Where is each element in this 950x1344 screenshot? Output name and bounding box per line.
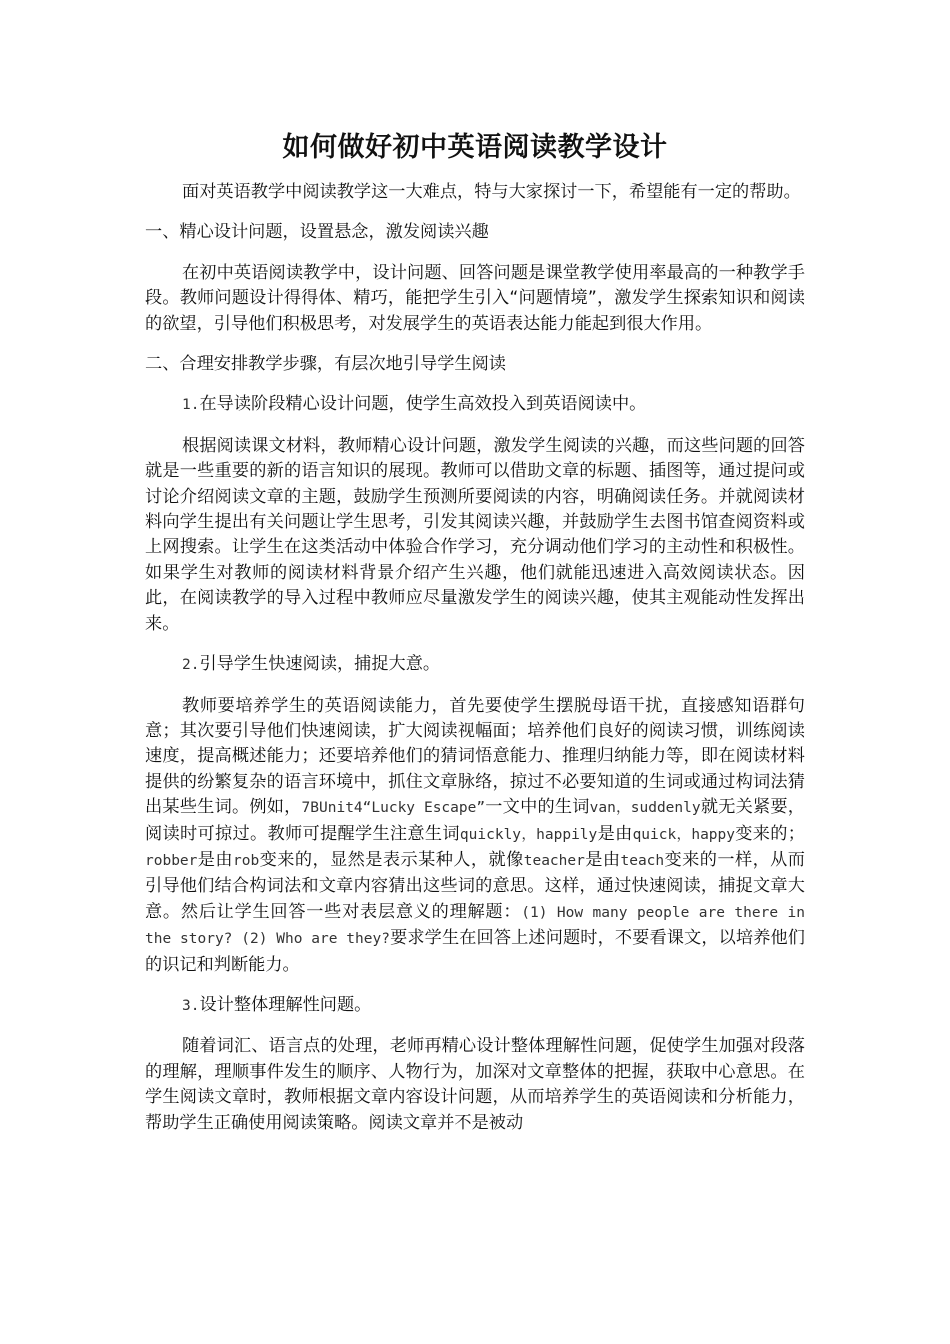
text-run: 是由 (597, 823, 633, 844)
item-3-text: 设计整体理解性问题。 (199, 994, 372, 1015)
text-run: 变来的； (735, 823, 805, 844)
text-run: 就无关紧要，阅读时可掠过。教师可提醒学生注意生词 (145, 797, 805, 844)
document-body (145, 180, 805, 1151)
document-title: 如何做好初中英语阅读教学设计 (282, 132, 668, 163)
item-3-heading (145, 993, 805, 1019)
item-1-heading (145, 392, 805, 418)
section-1-heading: 一、精心设计问题，设置悬念，激发阅读兴趣 (145, 222, 489, 243)
item-2-paragraph (145, 694, 805, 978)
english-term: teach (620, 852, 665, 869)
english-term: quickly，happily (459, 826, 598, 843)
english-term: robber (145, 852, 198, 869)
item-2-text: 引导学生快速阅读，捕捉大意。 (199, 654, 441, 675)
english-questions: (1) How many people are there in the story? (2) Who are they? (145, 904, 805, 948)
item-1-number: 1. (182, 397, 200, 414)
english-term: 7BUnit4“Lucky Escape” (301, 800, 486, 817)
english-term: teacher (523, 852, 585, 869)
text-run: 要求学生在回答上述问题时，不要看课文，以培养他们的识记和判断能力。 (145, 928, 805, 975)
section-1-paragraph: 在初中英语阅读教学中，设计问题、回答问题是课堂教学使用率最高的一种教学手段。教师问题设计得得体、精巧，能把学生引入“问题情境”，激发学生探索知识和阅读的欲望，引导他们积极思考，对发展学生的英语表达能力能起到很大作用。 (145, 262, 805, 334)
item-1-text: 在导读阶段精心设计问题，使学生高效投入到英语阅读中。 (199, 394, 647, 415)
english-term: rob (233, 852, 260, 869)
item-2-number: 2. (182, 657, 200, 674)
text-run: 教师要培养学生的英语阅读能力，首先要使学生摆脱母语干扰，直接感知语群句意；其次要引导他们快速阅读，扩大阅读视幅面；培养他们良好的阅读习惯，训练阅读速度，提高概述能力；还要培养他们的猜词悟意能力、推理归纳能力等，即在阅读材料提供的纷繁复杂的语言环境中，抓住文章脉络，掠过不必要知道的生词或通过构词法猜出某些生词。例如， (145, 695, 805, 818)
item-3-number: 3. (182, 997, 200, 1014)
intro-paragraph: 面对英语教学中阅读教学这一大难点，特与大家探讨一下，希望能有一定的帮助。 (182, 182, 801, 202)
section-2-heading: 二、合理安排教学步骤，有层次地引导学生阅读 (145, 354, 506, 375)
text-run: 是由 (197, 849, 234, 870)
text-run: 是由 (584, 849, 621, 870)
text-run: 一文中的生词 (485, 797, 590, 818)
english-term: van，suddenly (589, 800, 701, 817)
item-2-heading (145, 652, 805, 678)
item-1-paragraph: 根据阅读课文材料，教师精心设计问题，激发学生阅读的兴趣，而这些问题的回答就是一些重要的新的语言知识的展现。教师可以借助文章的标题、插图等，通过提问或讨论介绍阅读文章的主题，鼓励学生预测所要阅读的内容，明确阅读任务。并就阅读材料向学生提出有关问题让学生思考，引发其阅读兴趣，并鼓励学生去图书馆查阅资料或上网搜索。让学生在这类活动中体验合作学习，充分调动他们学习的主动性和积极性。如果学生对教师的阅读材料背景介绍产生兴趣，他们就能迅速进入高效阅读状态。因此，在阅读教学的导入过程中教师应尽量激发学生的阅读兴趣，使其主观能动性发挥出来。 (145, 435, 805, 634)
text-run: 变来的，显然是表示某种人，就像 (259, 849, 524, 870)
text-run: 变来的一样，从而引导他们结合构词法和文章内容猜出这些词的意思。这样，通过快速阅读，捕捉文章大意。然后让学生回答一些对表层意义的理解题： (145, 849, 805, 922)
item-3-paragraph: 随着词汇、语言点的处理，老师再精心设计整体理解性问题，促使学生加强对段落的理解，理顺事件发生的顺序、人物行为，加深对文章整体的把握，获取中心意思。在学生阅读文章时，教师根据文章内容设计问题，从而培养学生的英语阅读和分析能力，帮助学生正确使用阅读策略。阅读文章并不是被动 (145, 1036, 805, 1133)
english-term: quick，happy (632, 826, 735, 843)
